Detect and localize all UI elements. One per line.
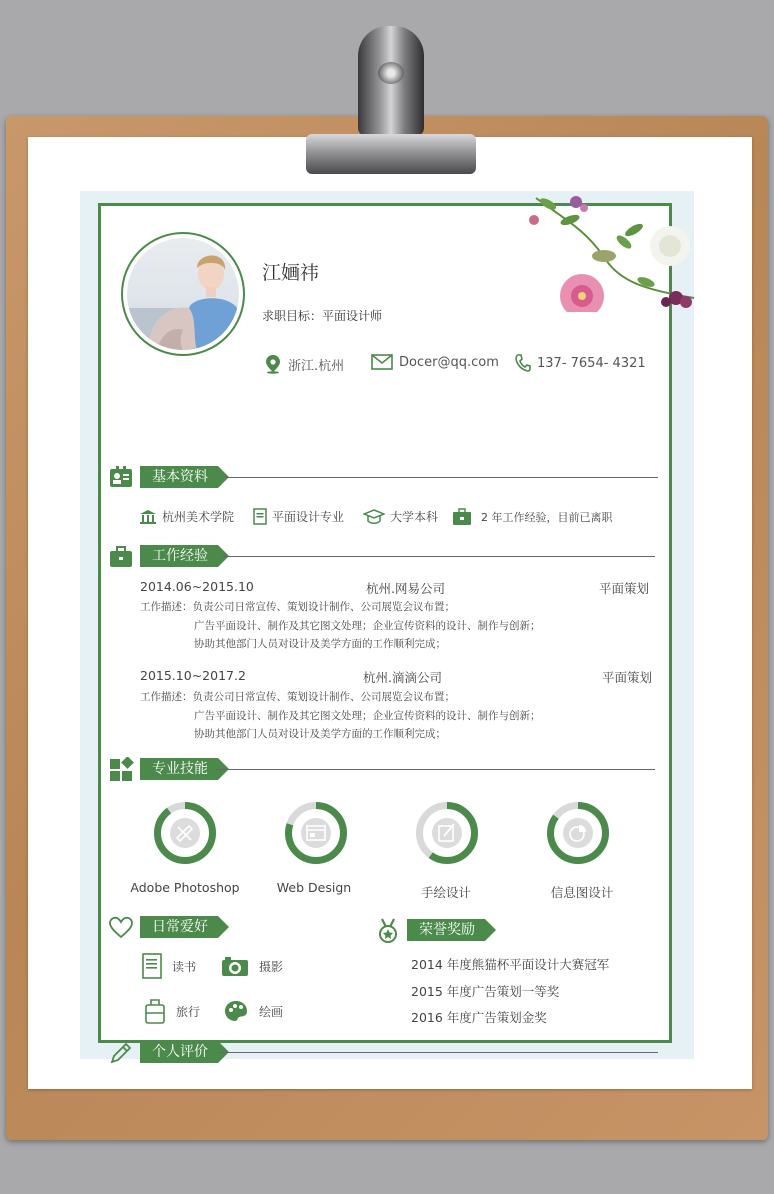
major-text: 平面设计专业 <box>272 510 345 524</box>
award-item: 2016 年度广告策划金奖 <box>411 1010 547 1025</box>
section-title: 日常爱好 <box>140 916 218 938</box>
paint-palette-icon <box>223 998 249 1024</box>
award-item: 2014 年度熊猫杯平面设计大赛冠军 <box>411 957 610 972</box>
basic-experience <box>452 508 613 526</box>
briefcase-icon <box>108 544 134 570</box>
phone-text: 137- 7654- 4321 <box>537 355 646 371</box>
award-item: 2015 年度广告策划一等奖 <box>411 984 560 999</box>
hobby-photography <box>221 955 283 977</box>
job-1-desc-line2: 广告平面设计、制作及其它图文处理；企业宣传资料的设计、制作与创新； <box>194 620 541 632</box>
job-1-role: 平面策划 <box>599 581 650 596</box>
contact-email <box>371 354 499 370</box>
sketch-pad-icon <box>432 818 462 848</box>
section-awards <box>375 918 495 944</box>
browser-window-icon <box>301 818 331 848</box>
school-building-icon <box>139 509 157 525</box>
book-icon <box>142 953 162 979</box>
skill-ring-web-design <box>283 800 349 866</box>
location-text: 浙江.杭州 <box>288 358 345 374</box>
flower-decoration <box>526 190 696 312</box>
heart-icon <box>108 915 134 941</box>
skill-ring-photoshop <box>152 800 218 866</box>
hobby-label: 旅行 <box>176 1004 201 1019</box>
location-pin-icon <box>264 354 282 374</box>
skill-label: 信息图设计 <box>550 885 614 900</box>
hobby-travel <box>144 997 200 1025</box>
job-2-desc-line2: 广告平面设计、制作及其它图文处理；企业宣传资料的设计、制作与创新； <box>194 710 541 722</box>
skill-label: Web Design <box>276 880 352 895</box>
hobby-label: 读书 <box>172 959 197 974</box>
pen-icon <box>108 1040 134 1066</box>
basic-major <box>253 508 344 525</box>
binder-clip <box>306 26 476 176</box>
job-1-company: 杭州.网易公司 <box>366 581 445 596</box>
job-2-desc-line3: 协助其他部门人员对设计及美学方面的工作顺利完成； <box>194 728 446 740</box>
hobby-reading <box>142 953 196 979</box>
camera-icon <box>221 955 249 977</box>
job-1-period: 2014.06~2015.10 <box>140 579 254 594</box>
skill-ring-infographic <box>545 800 611 866</box>
medal-icon <box>375 918 401 944</box>
portrait-photo <box>127 238 239 350</box>
hobby-label: 绘画 <box>259 1004 284 1019</box>
avatar <box>121 232 245 356</box>
job-objective: 求职目标：平面设计师 <box>262 309 383 323</box>
contact-location <box>264 354 344 374</box>
job-2-role: 平面策划 <box>602 670 653 685</box>
section-hobbies <box>108 915 308 941</box>
school-text: 杭州美术学院 <box>162 510 235 524</box>
pencil-ruler-icon <box>170 818 200 848</box>
degree-text: 大学本科 <box>390 510 439 524</box>
document-icon <box>253 508 267 525</box>
job-1-desc-line3: 协助其他部门人员对设计及美学方面的工作顺利完成； <box>194 638 446 650</box>
hobby-label: 摄影 <box>259 959 284 974</box>
suitcase-icon <box>144 997 166 1025</box>
candidate-name: 江婳祎 <box>262 262 320 284</box>
experience-text: 2 年工作经验，目前已离职 <box>481 511 613 524</box>
pie-chart-icon <box>563 818 593 848</box>
basic-school <box>139 508 234 525</box>
section-title: 个人评价 <box>140 1041 218 1063</box>
graduation-cap-icon <box>363 509 385 525</box>
id-card-icon <box>108 465 134 491</box>
briefcase-icon <box>452 508 472 526</box>
contact-phone <box>515 354 646 372</box>
section-evaluation <box>108 1040 668 1066</box>
job-2-period: 2015.10~2017.2 <box>140 668 246 683</box>
job-1-desc-line1: 工作描述：负责公司日常宣传、策划设计制作、公司展览会议布置； <box>140 601 455 613</box>
skill-ring-hand-drawing <box>414 800 480 866</box>
email-text[interactable]: Docer@qq.com <box>399 354 499 370</box>
section-title: 工作经验 <box>140 545 218 567</box>
job-2-company: 杭州.滴滴公司 <box>363 670 442 685</box>
email-envelope-icon <box>371 354 393 370</box>
grid-blocks-icon <box>108 757 134 783</box>
section-title: 专业技能 <box>140 758 218 780</box>
section-title: 基本资料 <box>140 466 218 488</box>
job-2-desc-line1: 工作描述：负责公司日常宣传、策划设计制作、公司展览会议布置； <box>140 691 455 703</box>
basic-degree <box>363 508 438 525</box>
section-skills <box>108 757 655 783</box>
phone-icon <box>515 354 531 372</box>
section-basic <box>108 465 658 491</box>
skill-label: Adobe Photoshop <box>130 880 240 895</box>
hobby-painting <box>223 998 283 1024</box>
section-work <box>108 544 655 570</box>
skill-label: 手绘设计 <box>420 885 471 900</box>
section-title: 荣誉奖励 <box>407 919 485 941</box>
